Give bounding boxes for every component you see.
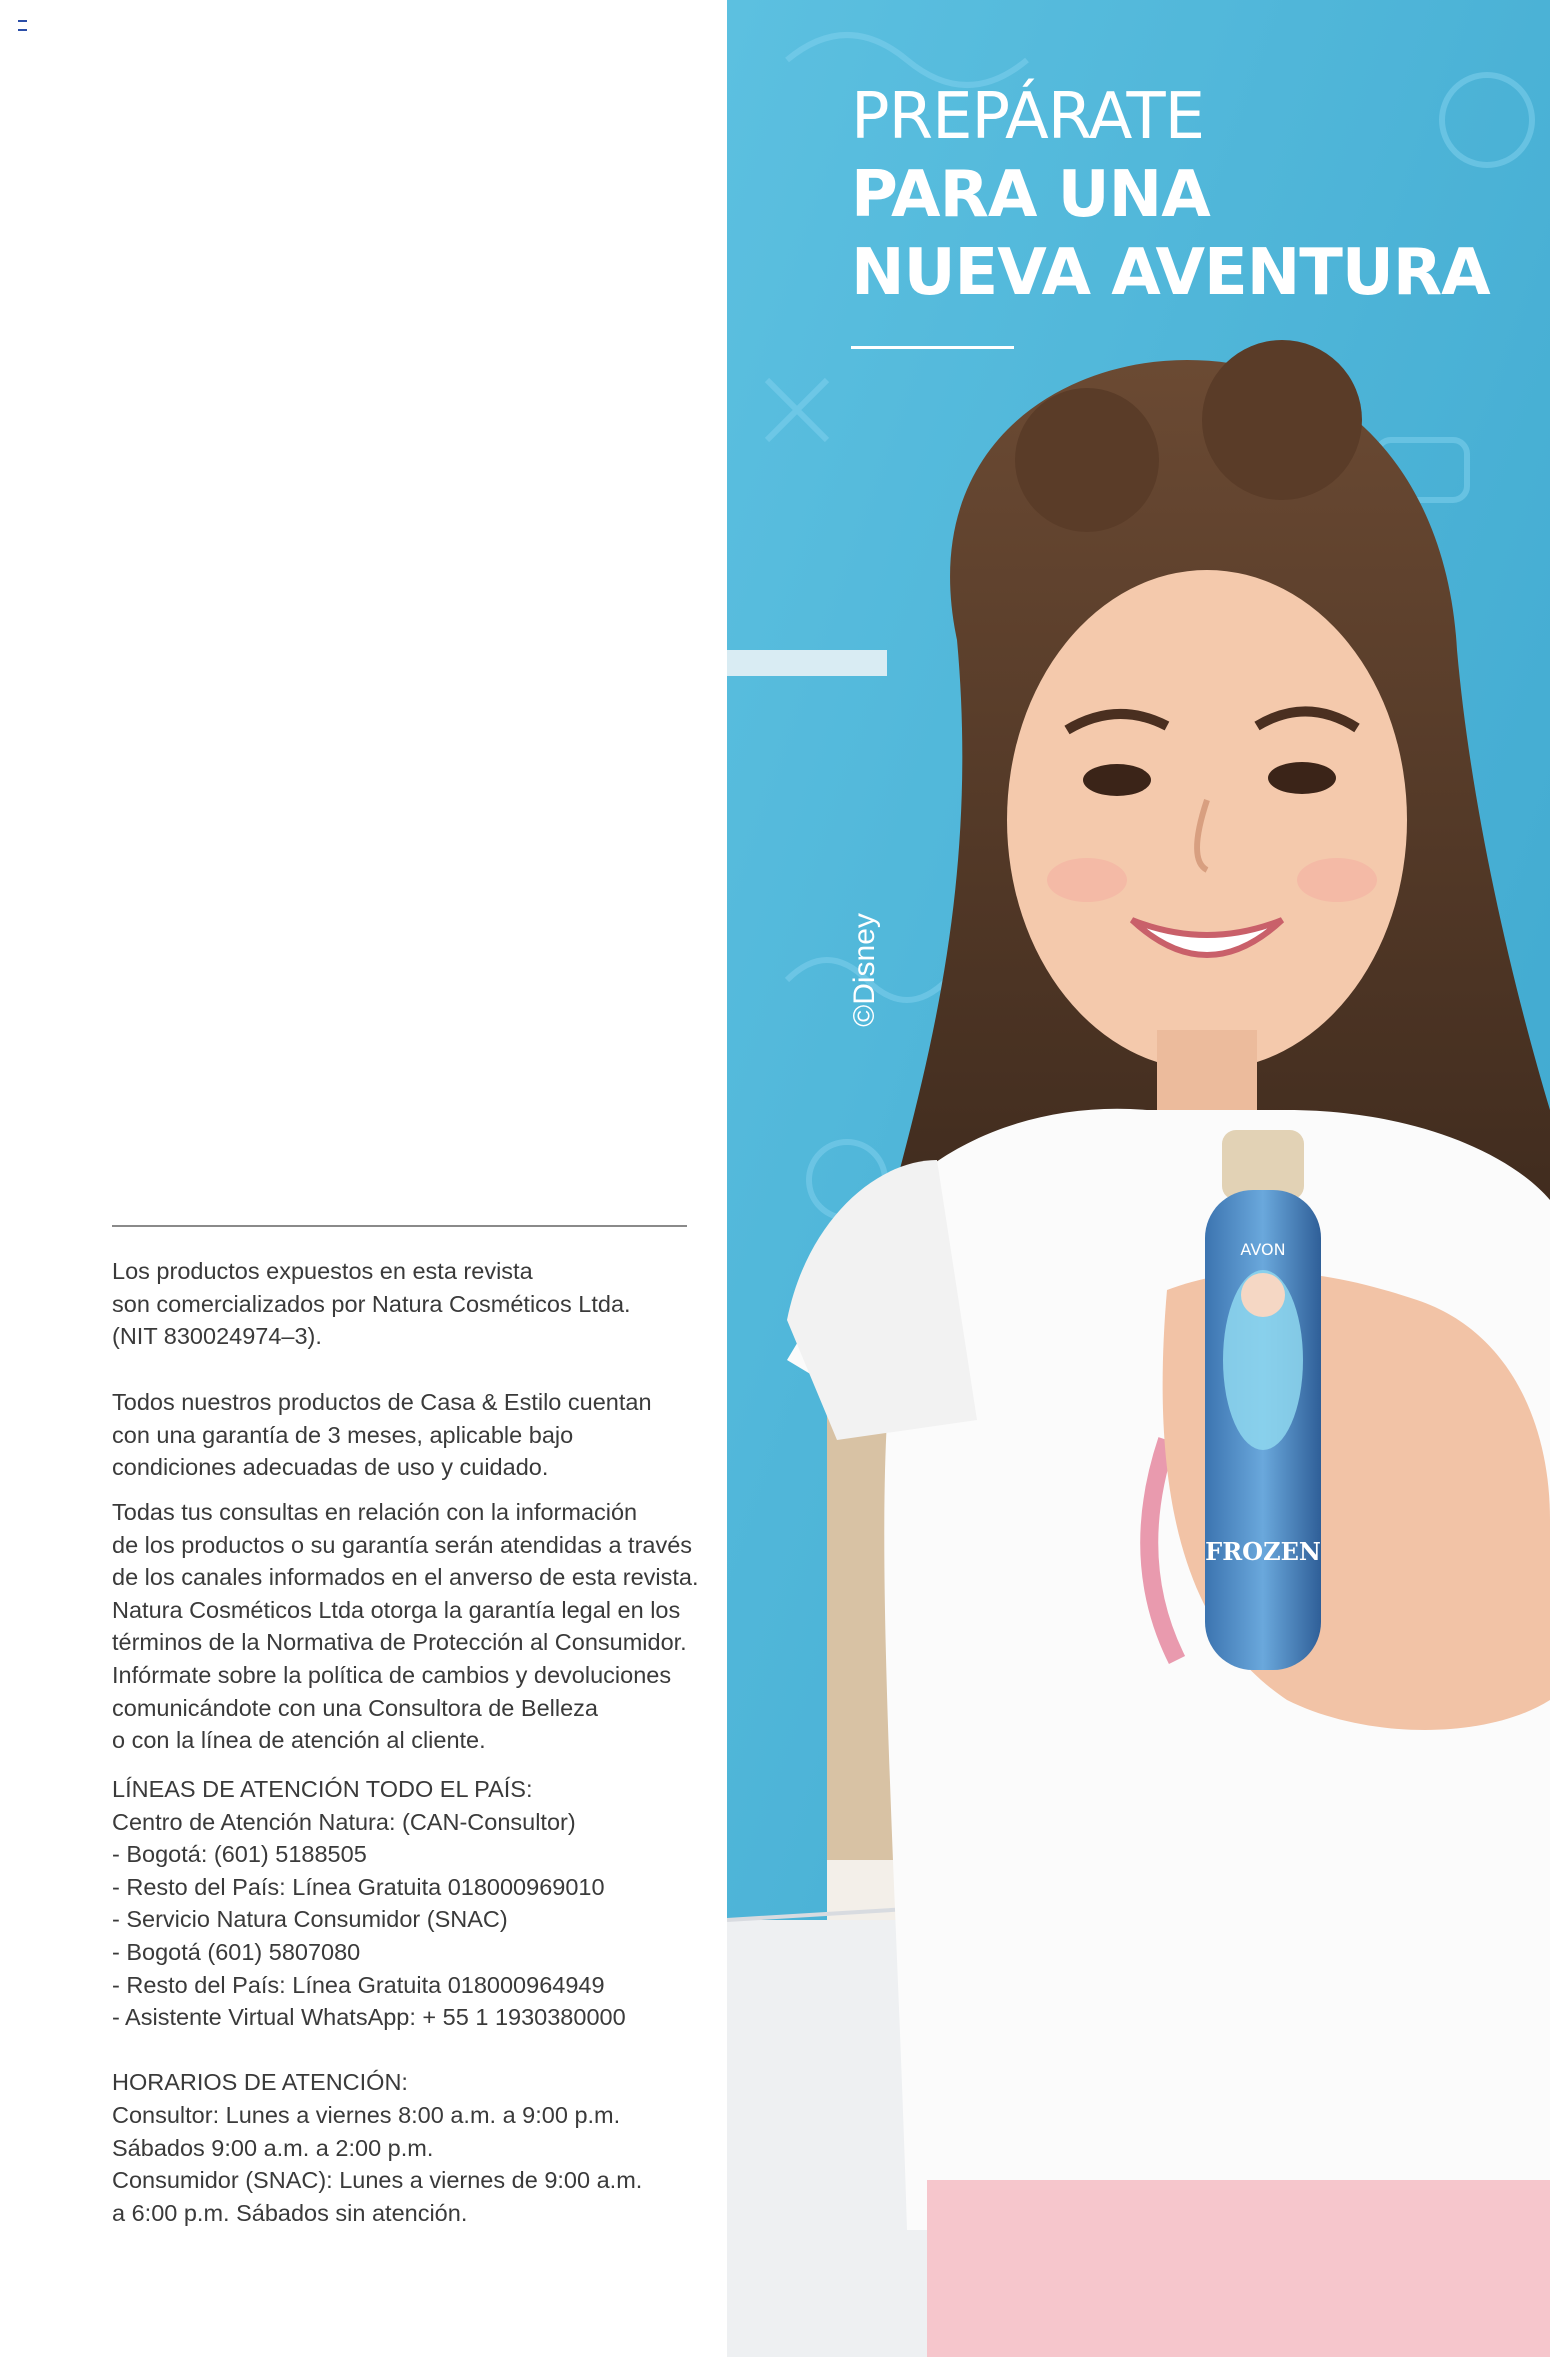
copyright-label: ©Disney: [848, 913, 881, 1027]
contact-heading: LÍNEAS DE ATENCIÓN TODO EL PAÍS:: [112, 1776, 533, 1802]
contact-line: - Servicio Natura Consumidor (SNAC): [112, 1906, 508, 1933]
text-line: (NIT 830024974–3).: [112, 1323, 322, 1350]
contact-line: - Resto del País: Línea Gratuita 018000969010: [112, 1873, 605, 1900]
text-line: de los productos o su garantía serán atendidas a través: [112, 1531, 693, 1558]
bottle-cap: [1222, 1130, 1304, 1200]
cheek-right: [1297, 858, 1377, 902]
contact-line: - Resto del País: Línea Gratuita 018000964949: [112, 1971, 605, 1998]
text-line: Infórmate sobre la política de cambios y devoluciones: [112, 1661, 672, 1688]
spacer: [112, 2034, 732, 2067]
copyright-disney: [848, 905, 882, 1035]
headline-line-1: PREPÁRATE: [851, 80, 1204, 154]
menu-icon: [18, 20, 27, 31]
text-line: comunicándote con una Consultora de Belleza: [112, 1694, 598, 1721]
eye-right: [1268, 762, 1336, 794]
text-line: Todas tus consultas en relación con la información: [112, 1499, 638, 1525]
cheek-left: [1047, 858, 1127, 902]
contact-lines: [112, 1773, 732, 2229]
headline-line-2: PARA UNA: [851, 158, 1210, 232]
headline: [851, 78, 1490, 312]
hero-photo-panel: [727, 0, 1550, 2357]
text-line: Natura Cosméticos Ltda otorga la garantía legal en los: [112, 1596, 681, 1623]
headline-rule: [851, 346, 1014, 349]
text-line: Todos nuestros productos de Casa & Estilo cuentan: [112, 1389, 652, 1415]
contact-line: - Bogotá: (601) 5188505: [112, 1841, 367, 1868]
text-line: son comercializados por Natura Cosméticos Ltda.: [112, 1290, 631, 1317]
hair-bun-right: [1202, 340, 1362, 500]
left-text-column: [0, 0, 727, 2357]
hours-line: Consumidor (SNAC): Lunes a viernes de 9:00 a.m.: [112, 2167, 643, 2194]
hours-line: Sábados 9:00 a.m. a 2:00 p.m.: [112, 2134, 434, 2161]
hair-bun-left: [1015, 388, 1159, 532]
elsa-face: [1241, 1273, 1285, 1317]
text-line: o con la línea de atención al cliente.: [112, 1727, 486, 1754]
bottle-brand: AVON: [1240, 1240, 1286, 1259]
text-line: condiciones adecuadas de uso y cuidado.: [112, 1454, 549, 1481]
text-line: con una garantía de 3 meses, aplicable bajo: [112, 1421, 574, 1448]
face: [1007, 570, 1407, 1070]
contact-line: Centro de Atención Natura: (CAN-Consultor): [112, 1808, 576, 1835]
warranty-paragraph: [112, 1386, 732, 1484]
hours-heading: HORARIOS DE ATENCIÓN:: [112, 2069, 408, 2096]
wall-shelf: [727, 650, 887, 676]
eye-left: [1083, 764, 1151, 796]
contact-line: - Asistente Virtual WhatsApp: + 55 1 1930380000: [112, 2004, 626, 2031]
headline-line-3: NUEVA AVENTURA: [851, 236, 1490, 310]
inquiries-paragraph: [112, 1496, 732, 1757]
pink-skirt: [927, 2180, 1550, 2357]
hours-line: a 6:00 p.m. Sábados sin atención.: [112, 2199, 468, 2226]
legal-intro: [112, 1255, 732, 1353]
bottle-name: FROZEN: [1205, 1537, 1321, 1566]
hero-illustration: [727, 0, 1550, 2357]
section-divider: [112, 1225, 687, 1227]
text-line: de los canales informados en el anverso de esta revista.: [112, 1564, 699, 1591]
hours-line: Consultor: Lunes a viernes 8:00 a.m. a 9:00 p.m.: [112, 2101, 621, 2128]
contact-line: - Bogotá (601) 5807080: [112, 1938, 361, 1965]
text-line: términos de la Normativa de Protección al Consumidor.: [112, 1629, 687, 1656]
text-line: Los productos expuestos en esta revista: [112, 1258, 533, 1284]
